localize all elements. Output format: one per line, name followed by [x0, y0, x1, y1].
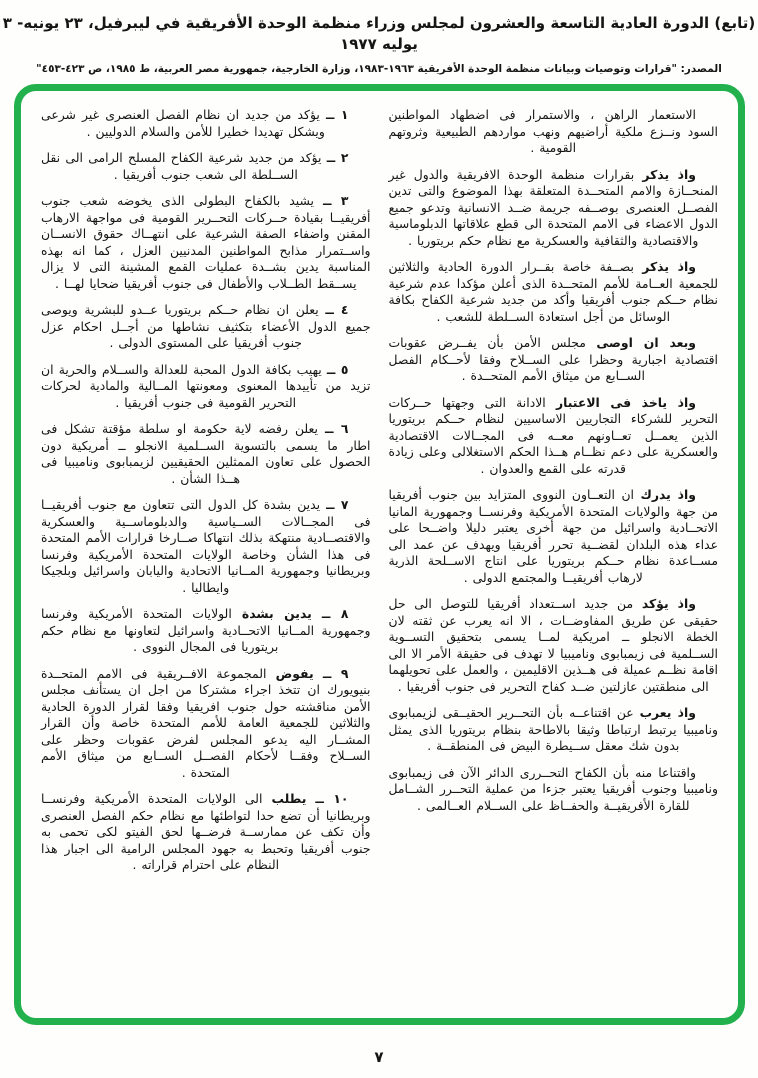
- resolution-item: [41, 421, 371, 487]
- item-number: ١٠ ــ: [315, 791, 349, 806]
- paragraph-text: مجلس الأمن بأن يفــرض عقوبات اقتصادية اجبارية وحظرا على الســلاح وفقا لأحــكام الفصل الســابع من ميثاق الأمم المتحــدة .: [388, 335, 718, 383]
- paragraph-text: بقرارات منظمة الوحدة الافريقية والدول غير المنحــازة والامم المتحــدة المتعلقة بهذا الموضوع والتى تدين الفصــل العنصرى بوصــفه جريمة ضــد الانسانية وتدعو جميع الدول الاعضاء فى الامم المتحدة الى قطع علاقاتها الدبلوماسية والاقتصادية والثقافية والعسكرية مع نظام حكم بريتوريا .: [388, 166, 718, 248]
- paragraph-text: بصــفة خاصة بقــرار الدورة الحادية والثلاثين للجمعية العــامة للأمم المتحــدة الذى أعلن مؤكدا عدم شرعية نظام حــكم جنوب أفريقيا وأكد من جديد شرعية الكفاح بكافة الوسائل من أجل استعادة الســلطة للشعب .: [388, 259, 718, 324]
- paragraph: [389, 167, 719, 250]
- item-text: يعلن رفضه لاية حكومة او سلطة مؤقتة تشكل فى اطار ما يسمى بالتسوية الســلمية الانجلو ــ أمريكية دون الحصول على تعاون الممثلين الحقيقيين لزيمبابوى وناميبيا فى هــذا الشأن .: [41, 421, 371, 486]
- item-number: ٣ ــ: [323, 193, 349, 208]
- paragraph-text: الاستعمار الراهن ، والاستمرار فى اضطهاد المواطنين السود ونــزع ملكية أراضيهم ونهب مواردهم الطبيعية وثروتهم القومية .: [388, 107, 718, 155]
- resolution-item: [41, 606, 371, 656]
- paragraph: [389, 107, 719, 157]
- item-text: يهيب بكافة الدول المحبة للعدالة والســلام والحرية ان تزيد من تأييدها المعنوى ومعونتها المــالية والمادية لحركات التحرير القومية فى جنوب أفريقيا .: [41, 361, 371, 410]
- paragraph: [389, 395, 719, 478]
- paragraph-lead: واذ ياخذ فى الاعتبار: [555, 394, 696, 410]
- item-number: ٥ ــ: [326, 361, 349, 377]
- paragraph-lead: واذ يذكر: [642, 166, 696, 182]
- item-number: ١ ــ: [325, 107, 349, 122]
- paragraph-text: عن اقتناعــه بأن التحــرير الحقيــقى لزيمبابوى وناميبيا يرتبط ارتباطا وثيقا بالاطاحة بنظام بريتوريا الذى يمثل بدون شك معقل ســيطرة البيض فى المنطقــة .: [388, 705, 718, 753]
- resolution-item: [41, 302, 371, 352]
- two-column-layout: [41, 107, 718, 1010]
- resolution-item: [41, 362, 371, 412]
- item-text: يدين بشدة كل الدول التى تتعاون مع جنوب أفريقيــا فى المجــالات الســياسية والدبلوماســية والعسكرية والاقتصــادية منتهكة بذلك انتهاكا صــارخا قرارات الأمم المتحدة فى هذا الشأن وخاصة الولايات المتحدة الأمريكية وفرنسا وبريطانيا وجمهورية المــانيا الاتحادية واليابان واسرائيل وبلجيكا وايطاليا .: [41, 497, 371, 595]
- resolution-item: [41, 107, 371, 140]
- paragraph-lead: واذ يذكر: [642, 259, 696, 274]
- column-left: [41, 107, 371, 1010]
- paragraph-lead: واذ يؤكد: [641, 596, 696, 611]
- paragraph: [389, 596, 719, 695]
- paragraph-lead: وبعد ان اوصى: [596, 335, 696, 350]
- document-title: (تابع) الدورة العادية التاسعة والعشرون لمجلس وزراء منظمة الوحدة الأفريقية في ليبرفيل، ٢٣ يونيه- ٣ يوليه ١٩٧٧: [2, 14, 756, 53]
- paragraph-lead: واذ يدرك: [640, 487, 696, 502]
- paragraph: [389, 487, 719, 586]
- resolution-item: [41, 666, 371, 782]
- item-lead: يدين بشدة: [241, 606, 312, 621]
- column-right: [389, 107, 719, 1010]
- paragraph-text: واقتناعا منه بأن الكفاح التحــررى الدائر الآن فى زيمبابوى وناميبيا وجنوب أفريقيا يعتبر جزءا من عملية التحــرر الشــامل للقارة الأفريقيــة والحفــاظ على الســلام العــالمى .: [388, 764, 718, 813]
- resolution-item: [41, 497, 371, 596]
- paragraph-lead: واذ يعرب: [639, 705, 696, 720]
- resolution-item: [41, 791, 371, 874]
- item-lead: يفوض: [275, 665, 314, 681]
- paragraph: [389, 259, 719, 325]
- item-number: ٨ ــ: [321, 606, 349, 621]
- paragraph: [389, 335, 719, 385]
- content-border-box: [14, 84, 745, 1025]
- item-text: المجموعة الافــريقية فى الامم المتحــدة بنيويورك ان تتخذ اجراء مشتركا من اجل ان يستأنف مجلس الأمن مناقشته حول جنوب افريقيا وفقا لقرار الدورة الحادية والثلاثين للجمعية العامة للأمم المتحدة خاصة وأن القرار المشــار اليه يدعو المجلس لفرض عقوبات وحظر على الســلاح وفقــا لأحكام الفصــل الســابع من ميثاق الأمم المتحدة .: [41, 665, 371, 780]
- paragraph-text: من جديد اســتعداد أفريقيا للتوصل الى حل حقيقى عن طريق المفاوضــات ، الا انه يعرب عن ثقته لان الخطة الانجلو ــ امريكية لمــا يسمى بتحقيق التســوية الســلمية فى زيمبابوى وناميبيا لا تهدف فى حقيقة الأمر الا الى اقامة نظــم عميلة فى هــذين الاقليمين ، والعمل على تحويلهما الى منطقتين عازلتين ضــد كفاح التحرير فى جنوب أفريقيا .: [388, 596, 718, 694]
- item-number: ٤ ــ: [325, 302, 349, 317]
- item-number: ٧ ــ: [326, 497, 349, 512]
- item-text: يؤكد من جديد ان نظام الفصل العنصرى غير شرعى ويشكل تهديدا خطيرا للأمن والسلام الدوليين .: [41, 107, 325, 139]
- item-text: الى الولايات المتحدة الأمريكية وفرنســا وبريطانيا أن تضع حدا لتواطئها مع نظام حكم الفصل العنصرى وأن تكف عن ممارســة فرضــها لحق الفيتو لكى تحمى به جنوب أفريقيا وتحبط به جهود المجلس الرامية الى اجبار هذا النظام على احترام قراراته .: [41, 791, 371, 872]
- item-number: ٦ ــ: [325, 421, 349, 436]
- item-text: يشيد بالكفاح البطولى الذى يخوضه شعب جنوب أفريقيــا بقيادة حــركات التحــرير القومية فى مواجهة الارهاب المقنن واضفاء الصفة الشرعية على انتهــاك حقوق الانســان واســتمرار مذابح المواطنين المدنيين العزل ، كما انه بهذه المناسبة يدين بشــدة عمليات القمع المشينة التى لا يزال يســقط الطــلاب والأطفال فى جنوب أفريقيا ضحايا لهــا .: [41, 193, 371, 291]
- paragraph-text: ان التعــاون النووى المتزايد بين جنوب أفريقيا من جهة والولايات المتحدة الأمريكية وفرنســا وجمهورية المانيا الاتحــادية واسرائيل من جهة أخرى يعتبر دليلا واضــحا على عداء هذه البلدان لقضــية تحرر أفريقيا ويهدف عن عمد الى مســاعدة نظام حــكم بريتوريا على انتاج الاســلحة الذرية لارهاب أفريقيــا والمجتمع الدولى .: [388, 487, 718, 585]
- document-source: المصدر: "قرارات وتوصيات وبيانات منظمة الوحدة الأفريقية ١٩٦٣-١٩٨٣، وزارة الخارجية، جمهورية مصر العربية، ط ١٩٨٥، ص ٤٢٣-٤٥٣": [36, 63, 722, 75]
- paragraph: [389, 705, 719, 755]
- paragraph-text: الادانة التى وجهتها حــركات التحرير للشركاء التجاريين الاساسيين لنظام حــكم بريتوريا الذين يعمــل تعــاونهم معــه فى المجــالات الاقتصادية والعسكرية على دعم نظــام هــذا الحكم الاستغلالى وعلى زيادة قدرته على القمع والعدوان .: [388, 394, 718, 476]
- resolution-item: [41, 150, 371, 183]
- item-number: ٢ ــ: [326, 150, 349, 165]
- item-lead: يطلب: [271, 791, 307, 806]
- document-header: [0, 0, 758, 75]
- item-number: ٩ ــ: [322, 665, 349, 681]
- page-number: ٧: [374, 1048, 384, 1066]
- item-text: الولايات المتحدة الأمريكية وفرنسا وجمهورية المــانيا الاتحــادية واسرائيل لتعاونها مع نظام حكم بريتوريا فى المجال النووى .: [41, 606, 371, 654]
- paragraph: [389, 765, 719, 815]
- item-text: يعلن ان نظام حــكم بريتوريا عــدو للبشرية ويوصى جميع الدول الأعضاء بتكثيف نشاطها من أجــل احكام عزل جنوب أفريقيا على المستوى الدولى .: [41, 302, 371, 350]
- item-text: يؤكد من جديد شرعية الكفاح المسلح الرامى الى نقل الســلطة الى شعب جنوب أفريقيا .: [41, 150, 322, 182]
- resolution-item: [41, 193, 371, 292]
